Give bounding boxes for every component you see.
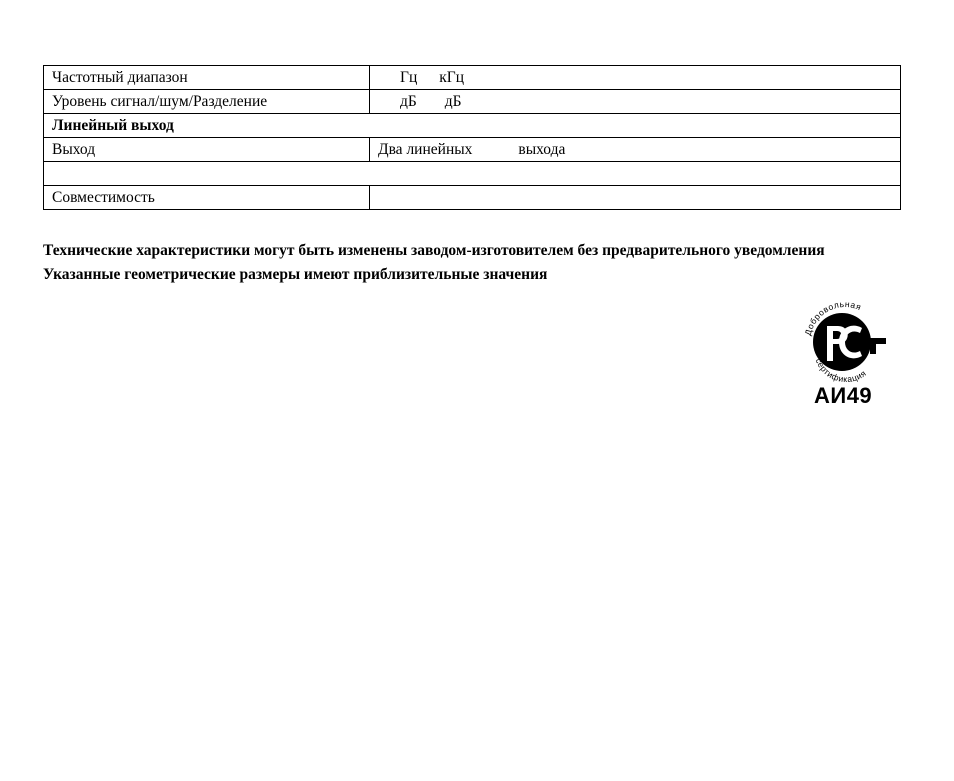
freq-unit-hz: Гц (400, 69, 418, 86)
snr-label: Уровень сигнал/шум/Разделение (44, 90, 370, 114)
logo-bottom-text: сертификация (813, 356, 869, 385)
output-value-a: Два линейных (378, 141, 473, 158)
freq-range-value (370, 66, 901, 90)
table-row (44, 186, 901, 210)
table-row (44, 138, 901, 162)
note-specs-change: Технические характеристики могут быть изменены заводом-изготовителем без предварительного уведомления (43, 242, 825, 259)
notes (43, 239, 889, 287)
certification-code: АИ49 (814, 383, 873, 408)
table-row (44, 114, 901, 138)
snr-unit-db: дБ (400, 93, 417, 110)
output-label: Выход (44, 138, 370, 162)
table-row (44, 162, 901, 186)
compatibility-label: Совместимость (44, 186, 370, 210)
line-output-section-header: Линейный выход (44, 114, 901, 138)
note-dimensions: Указанные геометрические размеры имеют приблизительные значения (43, 266, 548, 283)
snr-value (370, 90, 901, 114)
compatibility-value (370, 186, 901, 210)
empty-row (44, 162, 901, 186)
table-row (44, 66, 901, 90)
output-value (370, 138, 901, 162)
output-value-b: выхода (518, 141, 566, 158)
separation-unit-db: дБ (444, 93, 462, 110)
logo-top-text: Добровольная (802, 298, 864, 337)
specs-table (43, 65, 901, 210)
freq-range-label: Частотный диапазон (44, 66, 370, 90)
freq-unit-khz: кГц (439, 69, 465, 86)
table-row (44, 90, 901, 114)
